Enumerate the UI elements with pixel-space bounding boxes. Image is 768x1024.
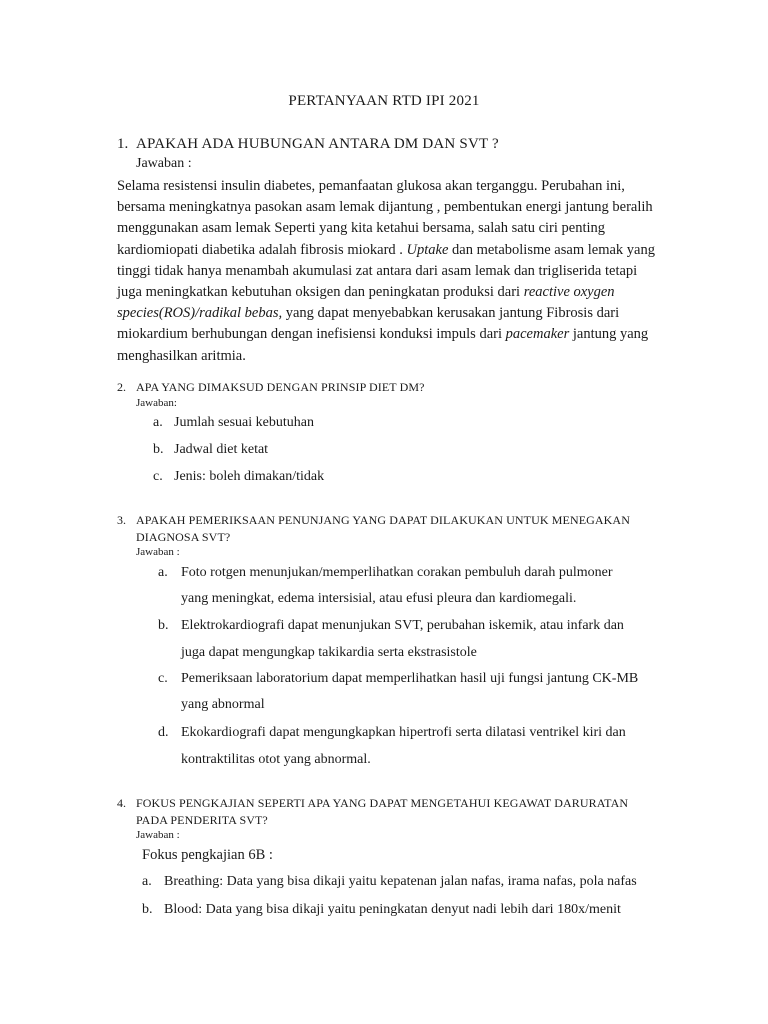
q1-line-2: menggunakan asam lemak Seperti yang kita ketahui bersama, salah satu ciri penting — [117, 220, 606, 237]
q3-answer-label: Jawaban : — [136, 546, 180, 558]
q2-number: 2. — [117, 380, 126, 394]
q3-item-letter: d. — [158, 725, 169, 740]
q3-item-line1: Elektrokardiografi dapat menunjukan SVT, perubahan iskemik, atau infark dan — [181, 618, 624, 633]
q1-line-1: bersama meningkatnya pasokan asam lemak dijantung , pembentukan energi jantung beralih — [117, 199, 653, 216]
q1-line-6: species(ROS)/radikal bebas, yang dapat menyebabkan kerusakan jantung Fibrosis dari — [117, 305, 620, 322]
q1-line-5: juga meningkatkan kebutuhan oksigen dan peningkatan produksi dari reactive oxygen — [117, 284, 615, 301]
q4-item-text: Blood: Data yang bisa dikaji yaitu peningkatan denyut nadi lebih dari 180x/menit — [164, 902, 621, 917]
document-title: PERTANYAAN RTD IPI 2021 — [288, 93, 480, 109]
q3-question-line2: DIAGNOSA SVT? — [136, 530, 231, 544]
q4-intro: Fokus pengkajian 6B : — [142, 847, 273, 863]
q3-item-line1: Foto rotgen menunjukan/memperlihatkan corakan pembuluh darah pulmoner — [181, 565, 613, 580]
q1-line-3: kardiomiopati diabetika adalah fibrosis miokard . Uptake dan metabolisme asam lemak yang — [117, 241, 655, 258]
q2-item-letter: b. — [153, 442, 164, 457]
q3-item-line2: yang abnormal — [181, 697, 265, 712]
q3-item-line2: yang meningkat, edema intersisial, atau efusi pleura dan kardiomegali. — [181, 591, 577, 606]
q1-line-0: Selama resistensi insulin diabetes, pemanfaatan glukosa akan terganggu. Perubahan ini, — [117, 178, 625, 194]
q2-answer-label: Jawaban: — [136, 397, 177, 409]
q3-question-line1: APAKAH PEMERIKSAAN PENUNJANG YANG DAPAT DILAKUKAN UNTUK MENEGAKAN — [136, 513, 630, 527]
q3-item-letter: b. — [158, 618, 169, 633]
q2-question: APA YANG DIMAKSUD DENGAN PRINSIP DIET DM? — [136, 380, 425, 394]
q2-item-text: Jumlah sesuai kebutuhan — [174, 415, 314, 430]
q3-item-line1: Ekokardiografi dapat mengungkapkan hipertrofi serta dilatasi ventrikel kiri dan — [181, 725, 626, 740]
q1-answer-paragraph — [117, 176, 677, 367]
q4-question-line1: FOKUS PENGKAJIAN SEPERTI APA YANG DAPAT MENGETAHUI KEGAWAT DARURATAN — [136, 796, 629, 810]
q1-line-7: miokardium berhubungan dengan inefisiensi konduksi impuls dari pacemaker jantung yang — [117, 326, 649, 343]
q3-item-line1: Pemeriksaan laboratorium dapat memperlihatkan hasil uji fungsi jantung CK-MB — [181, 671, 639, 686]
q2-item-letter: a. — [153, 415, 163, 430]
q3-item-line2: kontraktilitas otot yang abnormal. — [181, 752, 371, 767]
q4-item-letter: a. — [142, 874, 152, 889]
q4-question-line2: PADA PENDERITA SVT? — [136, 813, 268, 827]
q4-item-letter: b. — [142, 902, 153, 917]
q1-number: 1. — [117, 136, 129, 152]
q2-item-text: Jenis: boleh dimakan/tidak — [174, 469, 325, 484]
q1-question: APAKAH ADA HUBUNGAN ANTARA DM DAN SVT ? — [136, 136, 499, 152]
q4-number: 4. — [117, 796, 126, 810]
q1-answer-label: Jawaban : — [136, 156, 192, 171]
q4-item-text: Breathing: Data yang bisa dikaji yaitu kepatenan jalan nafas, irama nafas, pola nafas — [164, 874, 637, 889]
q3-item-letter: c. — [158, 671, 168, 686]
q4-answer-label: Jawaban : — [136, 829, 180, 841]
q1-line-8: menghasilkan aritmia. — [117, 347, 246, 364]
q3-number: 3. — [117, 513, 126, 527]
q1-line-4: tinggi tidak hanya menambah akumulasi zat antara dari asam lemak dan trigliserida tetapi — [117, 262, 638, 279]
q3-item-line2: juga dapat mengungkap takikardia serta ekstrasistole — [181, 645, 477, 660]
q2-item-letter: c. — [153, 469, 163, 484]
q3-item-letter: a. — [158, 565, 168, 580]
q2-item-text: Jadwal diet ketat — [174, 442, 269, 457]
